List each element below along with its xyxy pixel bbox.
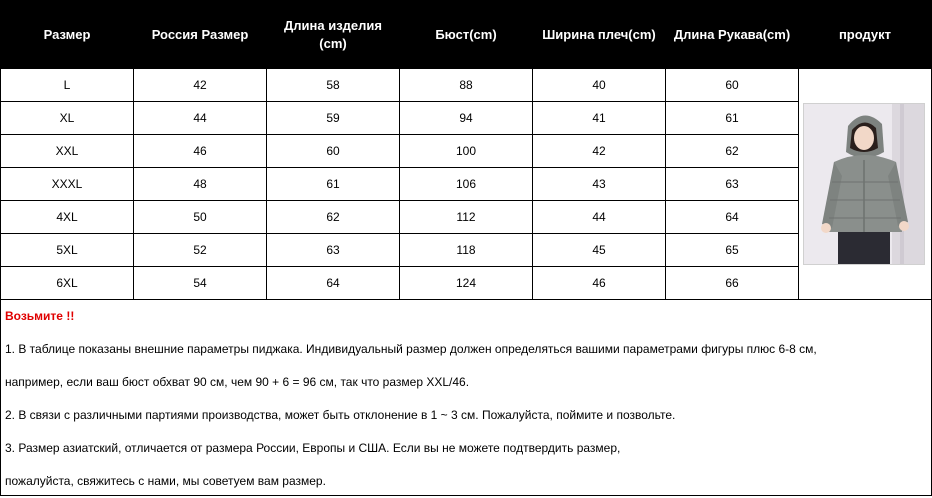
note-line: например, если ваш бюст обхват 90 см, чем 90 + 6 = 96 см, так что размер XXL/46.	[5, 375, 470, 389]
header-product: продукт	[799, 1, 932, 69]
cell-size: L	[1, 69, 134, 102]
cell-size: 6XL	[1, 267, 134, 300]
cell-length: 58	[267, 69, 400, 102]
cell-sleeve: 60	[666, 69, 799, 102]
cell-sleeve: 63	[666, 168, 799, 201]
table-row	[1, 135, 932, 168]
cell-sleeve: 64	[666, 201, 799, 234]
warning-title: Возьмите !!	[5, 309, 75, 323]
table-row	[1, 234, 932, 267]
header-russia-size: Россия Размер	[134, 1, 267, 69]
cell-size: 5XL	[1, 234, 134, 267]
header-bust: Бюст(cm)	[400, 1, 533, 69]
cell-sleeve: 65	[666, 234, 799, 267]
note-line: 3. Размер азиатский, отличается от размера России, Европы и США. Если вы не можете подтвердить размер,	[5, 441, 621, 455]
header-shoulder: Ширина плеч(cm)	[533, 1, 666, 69]
table-row	[1, 201, 932, 234]
cell-shoulder: 43	[533, 168, 666, 201]
cell-russia-size: 46	[134, 135, 267, 168]
cell-length: 61	[267, 168, 400, 201]
cell-size: 4XL	[1, 201, 134, 234]
header-sleeve: Длина Рукава(cm)	[666, 1, 799, 69]
cell-bust: 118	[400, 234, 533, 267]
cell-sleeve: 66	[666, 267, 799, 300]
cell-bust: 94	[400, 102, 533, 135]
cell-size: XXL	[1, 135, 134, 168]
cell-size: XXXL	[1, 168, 134, 201]
cell-shoulder: 41	[533, 102, 666, 135]
cell-shoulder: 42	[533, 135, 666, 168]
cell-russia-size: 50	[134, 201, 267, 234]
note-line: пожалуйста, свяжитесь с нами, мы советуем вам размер.	[5, 474, 326, 488]
cell-bust: 88	[400, 69, 533, 102]
cell-length: 62	[267, 201, 400, 234]
cell-russia-size: 48	[134, 168, 267, 201]
note-line: 2. В связи с различными партиями производства, может быть отклонение в 1 ~ 3 см. Пожалуйста, поймите и позвольте.	[5, 408, 676, 422]
cell-length: 63	[267, 234, 400, 267]
cell-length: 60	[267, 135, 400, 168]
cell-russia-size: 54	[134, 267, 267, 300]
cell-russia-size: 52	[134, 234, 267, 267]
header-size: Размер	[1, 1, 134, 69]
header-row	[1, 1, 932, 69]
product-cell	[799, 69, 932, 300]
cell-bust: 106	[400, 168, 533, 201]
header-length: Длина изделия (cm)	[267, 1, 400, 69]
cell-size: XL	[1, 102, 134, 135]
cell-shoulder: 44	[533, 201, 666, 234]
table-row	[1, 69, 932, 102]
cell-bust: 124	[400, 267, 533, 300]
cell-bust: 100	[400, 135, 533, 168]
cell-sleeve: 62	[666, 135, 799, 168]
cell-length: 64	[267, 267, 400, 300]
cell-shoulder: 40	[533, 69, 666, 102]
cell-bust: 112	[400, 201, 533, 234]
table-row	[1, 102, 932, 135]
notes-section	[5, 307, 927, 498]
table-row	[1, 168, 932, 201]
table-row	[1, 267, 932, 300]
note-line: 1. В таблице показаны внешние параметры пиджака. Индивидуальный размер должен определяться вашими параметрами фигуры плюс 6-8 см,	[5, 342, 817, 356]
cell-sleeve: 61	[666, 102, 799, 135]
cell-russia-size: 44	[134, 102, 267, 135]
cell-shoulder: 46	[533, 267, 666, 300]
product-photo	[803, 103, 925, 265]
cell-russia-size: 42	[134, 69, 267, 102]
cell-length: 59	[267, 102, 400, 135]
cell-shoulder: 45	[533, 234, 666, 267]
